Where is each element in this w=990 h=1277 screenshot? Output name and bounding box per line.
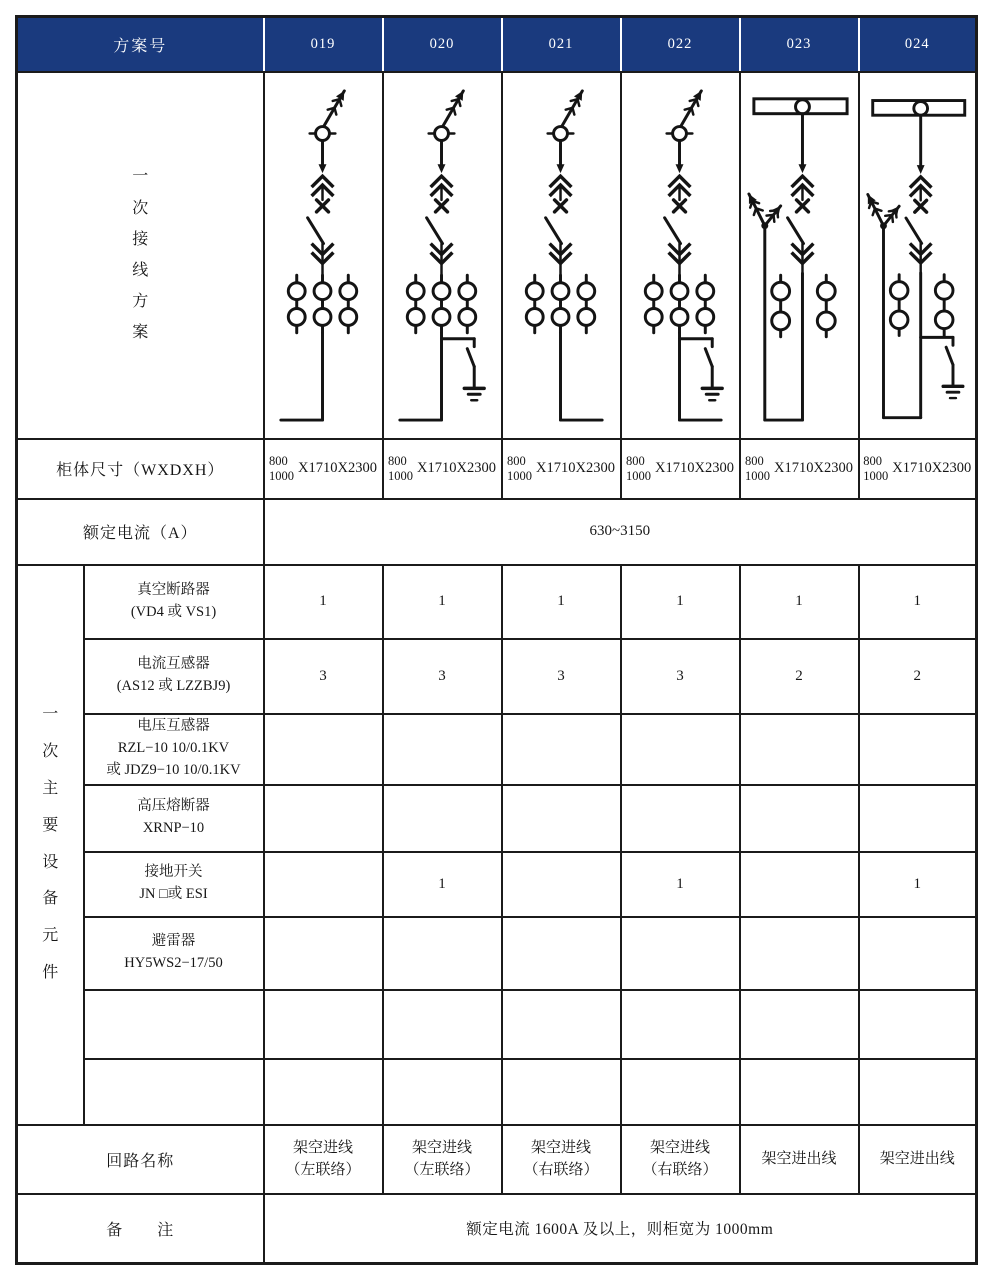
equipment-qty xyxy=(383,1059,502,1125)
rated-current-value: 630~3150 xyxy=(264,499,977,565)
remark-label: 备 注 xyxy=(17,1194,264,1264)
equipment-qty: 2 xyxy=(859,639,977,714)
equipment-qty xyxy=(621,990,740,1059)
equipment-name: 接地开关 JN □或 ESI xyxy=(84,852,264,917)
equipment-qty xyxy=(740,917,859,990)
equipment-row xyxy=(17,1059,977,1125)
cabinet-size-value: 800 1000 X1710X2300 xyxy=(859,439,977,499)
equipment-qty xyxy=(740,852,859,917)
equipment-qty: 3 xyxy=(502,639,621,714)
equipment-qty: 3 xyxy=(383,639,502,714)
equipment-group-label: 一 次 主 要 设 备 元 件 xyxy=(17,565,84,1125)
equipment-qty xyxy=(502,714,621,785)
equipment-qty xyxy=(383,917,502,990)
equipment-qty xyxy=(264,917,383,990)
header-scheme-024: 024 xyxy=(859,17,977,72)
circuit-name-value: 架空进出线 xyxy=(859,1125,977,1194)
circuit-name-label: 回路名称 xyxy=(17,1125,264,1194)
wiring-diagram-019 xyxy=(264,72,383,439)
equipment-name: 避雷器 HY5WS2−17/50 xyxy=(84,917,264,990)
rated-current-label: 额定电流（A） xyxy=(17,499,264,565)
header-scheme-023: 023 xyxy=(740,17,859,72)
circuit-name-value: 架空进线 （左联络） xyxy=(264,1125,383,1194)
equipment-qty: 1 xyxy=(383,852,502,917)
equipment-name: 电流互感器 (AS12 或 LZZBJ9) xyxy=(84,639,264,714)
equipment-qty xyxy=(502,785,621,852)
equipment-qty xyxy=(859,917,977,990)
header-scheme-022: 022 xyxy=(621,17,740,72)
wiring-diagram-022 xyxy=(621,72,740,439)
equipment-qty xyxy=(740,785,859,852)
equipment-row xyxy=(17,714,977,785)
equipment-qty xyxy=(859,990,977,1059)
wiring-diagram-024 xyxy=(859,72,977,439)
wiring-diagram-020 xyxy=(383,72,502,439)
cabinet-size-label: 柜体尺寸（WXDXH） xyxy=(17,439,264,499)
equipment-qty xyxy=(740,714,859,785)
equipment-qty xyxy=(264,852,383,917)
equipment-qty: 2 xyxy=(740,639,859,714)
equipment-name xyxy=(84,990,264,1059)
equipment-row xyxy=(17,785,977,852)
cabinet-size-value: 800 1000 X1710X2300 xyxy=(383,439,502,499)
equipment-qty xyxy=(264,714,383,785)
equipment-qty xyxy=(264,785,383,852)
equipment-qty xyxy=(740,990,859,1059)
equipment-qty: 1 xyxy=(383,565,502,639)
equipment-qty: 1 xyxy=(859,852,977,917)
switchgear-scheme-table xyxy=(15,15,978,1265)
circuit-name-value: 架空进线 （左联络） xyxy=(383,1125,502,1194)
equipment-qty xyxy=(383,990,502,1059)
equipment-qty xyxy=(502,852,621,917)
wiring-diagram-row-label: 一 次 接 线 方 案 xyxy=(17,72,264,439)
equipment-qty xyxy=(502,1059,621,1125)
wiring-diagram-023 xyxy=(740,72,859,439)
circuit-name-value: 架空进线 （右联络） xyxy=(621,1125,740,1194)
equipment-name: 高压熔断器 XRNP−10 xyxy=(84,785,264,852)
equipment-qty: 1 xyxy=(264,565,383,639)
equipment-qty: 3 xyxy=(621,639,740,714)
equipment-qty xyxy=(502,917,621,990)
equipment-qty xyxy=(502,990,621,1059)
equipment-qty: 1 xyxy=(740,565,859,639)
circuit-name-value: 架空进出线 xyxy=(740,1125,859,1194)
equipment-qty xyxy=(383,785,502,852)
equipment-row xyxy=(17,565,977,639)
equipment-qty xyxy=(740,1059,859,1125)
equipment-qty xyxy=(264,990,383,1059)
equipment-qty xyxy=(621,785,740,852)
header-scheme-020: 020 xyxy=(383,17,502,72)
cabinet-size-row xyxy=(17,439,977,499)
equipment-qty xyxy=(621,714,740,785)
wiring-diagram-021 xyxy=(502,72,621,439)
cabinet-size-value: 800 1000 X1710X2300 xyxy=(621,439,740,499)
cabinet-size-value: 800 1000 X1710X2300 xyxy=(502,439,621,499)
equipment-name: 真空断路器 (VD4 或 VS1) xyxy=(84,565,264,639)
header-scheme-label: 方案号 xyxy=(17,17,264,72)
equipment-name xyxy=(84,1059,264,1125)
rated-current-row xyxy=(17,499,977,565)
equipment-name: 电压互感器 RZL−10 10/0.1KV 或 JDZ9−10 10/0.1KV xyxy=(84,714,264,785)
wiring-diagram-row xyxy=(17,72,977,439)
equipment-qty: 1 xyxy=(621,852,740,917)
equipment-row xyxy=(17,990,977,1059)
equipment-qty: 3 xyxy=(264,639,383,714)
equipment-qty xyxy=(859,1059,977,1125)
equipment-qty: 1 xyxy=(502,565,621,639)
circuit-name-value: 架空进线 （右联络） xyxy=(502,1125,621,1194)
equipment-row xyxy=(17,639,977,714)
equipment-qty: 1 xyxy=(621,565,740,639)
header-scheme-021: 021 xyxy=(502,17,621,72)
header-row xyxy=(17,17,977,72)
cabinet-size-value: 800 1000 X1710X2300 xyxy=(740,439,859,499)
equipment-row xyxy=(17,852,977,917)
spec-table-body xyxy=(17,17,977,1264)
equipment-row xyxy=(17,917,977,990)
equipment-qty xyxy=(859,714,977,785)
header-scheme-019: 019 xyxy=(264,17,383,72)
equipment-qty xyxy=(383,714,502,785)
equipment-qty xyxy=(859,785,977,852)
remark-value: 额定电流 1600A 及以上，则柜宽为 1000mm xyxy=(264,1194,977,1264)
circuit-name-row xyxy=(17,1125,977,1194)
equipment-qty xyxy=(264,1059,383,1125)
cabinet-size-value: 800 1000 X1710X2300 xyxy=(264,439,383,499)
equipment-qty xyxy=(621,917,740,990)
equipment-qty xyxy=(621,1059,740,1125)
equipment-qty: 1 xyxy=(859,565,977,639)
remark-row xyxy=(17,1194,977,1264)
